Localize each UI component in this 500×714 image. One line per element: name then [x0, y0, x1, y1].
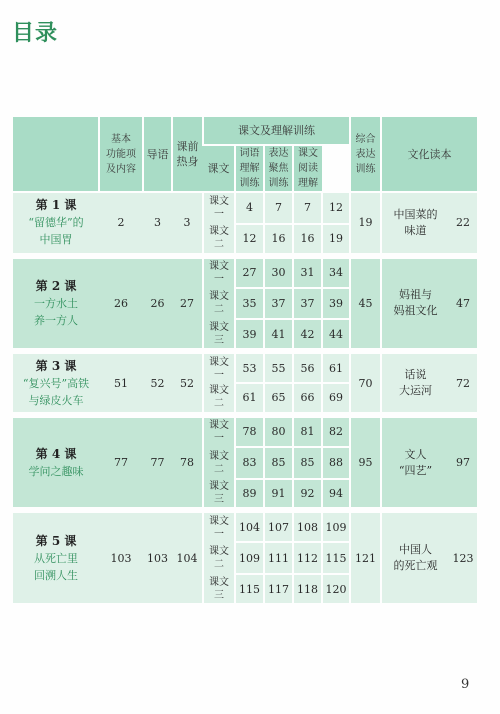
expr-page: 16	[293, 224, 322, 256]
text-page: 83	[235, 447, 264, 479]
expr-page: 108	[293, 510, 322, 542]
text-label: 课文 三	[203, 574, 235, 606]
basic-page: 77	[99, 415, 143, 511]
lesson-cell	[13, 256, 99, 352]
lesson-cell	[13, 351, 99, 415]
header-reading: 课文 阅读 理解	[293, 145, 322, 192]
culture-page: 72	[449, 351, 477, 415]
warmup-page: 3	[172, 192, 203, 256]
table-row	[13, 192, 477, 224]
expr-page: 7	[293, 192, 322, 224]
text-page: 35	[235, 288, 264, 320]
reading-page: 44	[322, 319, 350, 351]
expr-page: 56	[293, 351, 322, 383]
vocab-page: 30	[264, 256, 293, 288]
vocab-page: 7	[264, 192, 293, 224]
basic-page: 2	[99, 192, 143, 256]
culture-title: 妈祖与 妈祖文化	[381, 256, 449, 352]
text-page: 61	[235, 383, 264, 415]
intro-page: 103	[143, 510, 172, 606]
culture-title: 中国人 的死亡观	[381, 510, 449, 606]
toc-header	[13, 117, 477, 192]
expr-page: 112	[293, 542, 322, 574]
table-row	[13, 351, 477, 383]
expr-page: 81	[293, 415, 322, 447]
toc-table	[13, 117, 477, 609]
text-page: 27	[235, 256, 264, 288]
lesson-subtitle: “留德华”的 中国胃	[28, 216, 84, 247]
culture-title: 中国菜的 味道	[381, 192, 449, 256]
text-page: 12	[235, 224, 264, 256]
comprehensive-page: 95	[350, 415, 381, 511]
expr-page: 85	[293, 447, 322, 479]
lesson-cell	[13, 510, 99, 606]
text-label: 课文 一	[203, 192, 235, 224]
reading-page: 94	[322, 479, 350, 511]
reading-page: 120	[322, 574, 350, 606]
culture-page: 22	[449, 192, 477, 256]
culture-page: 123	[449, 510, 477, 606]
comprehensive-page: 19	[350, 192, 381, 256]
reading-page: 115	[322, 542, 350, 574]
vocab-page: 41	[264, 319, 293, 351]
intro-page: 77	[143, 415, 172, 511]
text-page: 78	[235, 415, 264, 447]
header-text: 课文	[203, 145, 235, 192]
intro-page: 3	[143, 192, 172, 256]
expr-page: 37	[293, 288, 322, 320]
warmup-page: 52	[172, 351, 203, 415]
lesson-title: 第 2 课	[35, 278, 77, 293]
header-blank	[13, 117, 99, 192]
text-label: 课文 二	[203, 224, 235, 256]
text-page: 109	[235, 542, 264, 574]
vocab-page: 117	[264, 574, 293, 606]
page-title: 目录	[12, 21, 59, 46]
culture-page: 97	[449, 415, 477, 511]
vocab-page: 65	[264, 383, 293, 415]
reading-page: 82	[322, 415, 350, 447]
reading-page: 69	[322, 383, 350, 415]
header-comprehensive: 综合 表达 训练	[350, 117, 381, 192]
culture-title: 话说 大运河	[381, 351, 449, 415]
warmup-page: 27	[172, 256, 203, 352]
lesson-title: 第 1 课	[35, 198, 77, 213]
lesson-subtitle: 一方水土 养一方人	[34, 296, 78, 327]
text-label: 课文 二	[203, 288, 235, 320]
lesson-subtitle: 学问之趣味	[28, 464, 84, 478]
text-page: 104	[235, 510, 264, 542]
lesson-subtitle: “复兴号”高铁 与绿皮火车	[22, 376, 90, 407]
lesson-title: 第 3 课	[35, 358, 77, 373]
lesson-cell	[13, 415, 99, 511]
comprehensive-page: 121	[350, 510, 381, 606]
reading-page: 88	[322, 447, 350, 479]
toc-body	[13, 192, 477, 606]
text-page: 53	[235, 351, 264, 383]
header-intro: 导语	[143, 117, 172, 192]
intro-page: 26	[143, 256, 172, 352]
reading-page: 109	[322, 510, 350, 542]
text-label: 课文 二	[203, 542, 235, 574]
page-number: 9	[461, 677, 470, 692]
reading-page: 34	[322, 256, 350, 288]
warmup-page: 78	[172, 415, 203, 511]
vocab-page: 37	[264, 288, 293, 320]
reading-page: 12	[322, 192, 350, 224]
expr-page: 31	[293, 256, 322, 288]
basic-page: 103	[99, 510, 143, 606]
intro-page: 52	[143, 351, 172, 415]
reading-page: 39	[322, 288, 350, 320]
reading-page: 19	[322, 224, 350, 256]
vocab-page: 16	[264, 224, 293, 256]
expr-page: 42	[293, 319, 322, 351]
header-vocab: 词语 理解 训练	[235, 145, 264, 192]
text-label: 课文 三	[203, 319, 235, 351]
comprehensive-page: 45	[350, 256, 381, 352]
table-row	[13, 510, 477, 542]
lesson-title: 第 5 课	[35, 533, 77, 548]
vocab-page: 111	[264, 542, 293, 574]
vocab-page: 107	[264, 510, 293, 542]
culture-title: 文人 “四艺”	[381, 415, 449, 511]
header-text-group: 课文及理解训练	[203, 117, 350, 145]
text-label: 课文 二	[203, 383, 235, 415]
text-label: 课文 三	[203, 479, 235, 511]
table-row	[13, 415, 477, 447]
header-warmup: 课前 热身	[172, 117, 203, 192]
culture-page: 47	[449, 256, 477, 352]
text-label: 课文 一	[203, 510, 235, 542]
text-page: 4	[235, 192, 264, 224]
table-row	[13, 256, 477, 288]
header-basic: 基本 功能项 及内容	[99, 117, 143, 192]
lesson-subtitle: 从死亡里 回溯人生	[34, 551, 78, 582]
text-label: 课文 一	[203, 351, 235, 383]
text-label: 课文 一	[203, 256, 235, 288]
reading-page: 61	[322, 351, 350, 383]
header-culture: 文化读本	[381, 117, 477, 192]
text-page: 89	[235, 479, 264, 511]
expr-page: 66	[293, 383, 322, 415]
vocab-page: 55	[264, 351, 293, 383]
basic-page: 51	[99, 351, 143, 415]
expr-page: 118	[293, 574, 322, 606]
lesson-title: 第 4 课	[35, 446, 77, 461]
text-page: 115	[235, 574, 264, 606]
text-page: 39	[235, 319, 264, 351]
lesson-cell	[13, 192, 99, 256]
warmup-page: 104	[172, 510, 203, 606]
header-expr: 表达 聚焦 训练	[264, 145, 293, 192]
vocab-page: 80	[264, 415, 293, 447]
text-label: 课文 二	[203, 447, 235, 479]
comprehensive-page: 70	[350, 351, 381, 415]
vocab-page: 91	[264, 479, 293, 511]
expr-page: 92	[293, 479, 322, 511]
basic-page: 26	[99, 256, 143, 352]
text-label: 课文 一	[203, 415, 235, 447]
vocab-page: 85	[264, 447, 293, 479]
